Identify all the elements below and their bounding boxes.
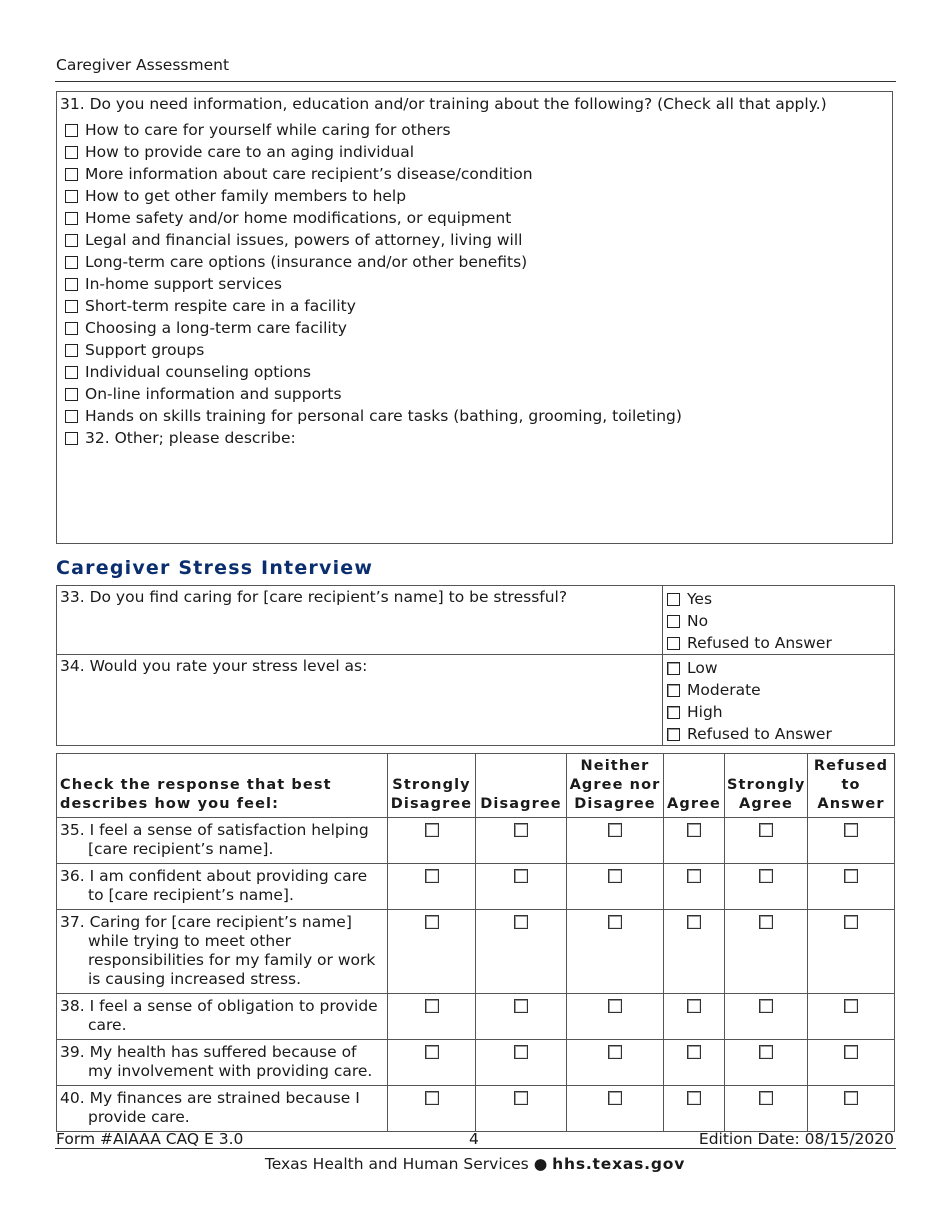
checkbox[interactable] xyxy=(759,823,773,837)
q31-option[interactable] xyxy=(65,273,682,295)
q31-options xyxy=(65,119,682,449)
q34-options xyxy=(663,655,895,746)
likert-cell xyxy=(725,1086,808,1132)
checkbox[interactable] xyxy=(667,684,680,697)
likert-statement xyxy=(57,1040,388,1086)
checkbox[interactable] xyxy=(514,999,528,1013)
checkbox[interactable] xyxy=(65,366,78,379)
checkbox[interactable] xyxy=(514,1045,528,1059)
likert-cell xyxy=(808,864,895,910)
likert-statement xyxy=(57,1086,388,1132)
q31-option-label: Legal and financial issues, powers of attorney, living will xyxy=(85,231,523,249)
likert-cell xyxy=(808,1040,895,1086)
q31-option-label: Long-term care options (insurance and/or other benefits) xyxy=(85,253,528,271)
checkbox[interactable] xyxy=(687,1091,701,1105)
q31-option-label: How to provide care to an aging individual xyxy=(85,143,415,161)
checkbox[interactable] xyxy=(65,234,78,247)
likert-header-col: Agree xyxy=(664,754,725,818)
likert-cell xyxy=(567,1086,664,1132)
likert-statement xyxy=(57,818,388,864)
likert-cell xyxy=(567,1040,664,1086)
q31-option[interactable] xyxy=(65,405,682,427)
header-divider xyxy=(55,81,896,82)
likert-header-col: Strongly Agree xyxy=(725,754,808,818)
section-title: Caregiver Stress Interview xyxy=(56,557,374,579)
q33-options xyxy=(663,586,895,655)
option-label: Refused to Answer xyxy=(687,725,832,743)
checkbox[interactable] xyxy=(667,593,680,606)
checkbox[interactable] xyxy=(687,999,701,1013)
checkbox[interactable] xyxy=(65,212,78,225)
likert-cell xyxy=(664,994,725,1040)
likert-header-statement: Check the response that best describes how you feel: xyxy=(57,754,388,818)
checkbox[interactable] xyxy=(759,1091,773,1105)
form-number: Form #AIAAA CAQ E 3.0 xyxy=(56,1130,244,1148)
footer-agency-line xyxy=(0,1155,950,1173)
checkbox[interactable] xyxy=(65,124,78,137)
checkbox[interactable] xyxy=(687,869,701,883)
q33-option-yes[interactable] xyxy=(667,588,891,610)
likert-cell xyxy=(476,864,567,910)
likert-cell xyxy=(567,818,664,864)
checkbox[interactable] xyxy=(65,256,78,269)
option-label: Refused to Answer xyxy=(687,634,832,652)
q31-option[interactable] xyxy=(65,141,682,163)
checkbox[interactable] xyxy=(759,869,773,883)
q31-option[interactable] xyxy=(65,383,682,405)
edition-date: Edition Date: 08/15/2020 xyxy=(698,1130,894,1148)
checkbox[interactable] xyxy=(687,915,701,929)
likert-cell xyxy=(664,818,725,864)
checkbox[interactable] xyxy=(514,869,528,883)
q31-question: 31. Do you need information, education and/or training about the following? (Check all that apply.) xyxy=(60,95,827,113)
likert-table xyxy=(56,753,895,1132)
checkbox[interactable] xyxy=(65,168,78,181)
checkbox[interactable] xyxy=(844,823,858,837)
checkbox[interactable] xyxy=(667,706,680,719)
q33-option-no[interactable] xyxy=(667,610,891,632)
checkbox[interactable] xyxy=(425,999,439,1013)
checkbox[interactable] xyxy=(608,999,622,1013)
likert-cell xyxy=(388,910,476,994)
checkbox[interactable] xyxy=(844,869,858,883)
checkbox[interactable] xyxy=(759,915,773,929)
stress-questions-table xyxy=(56,585,895,746)
statement-text: 35. I feel a sense of satisfaction helping [care recipient’s name]. xyxy=(60,821,369,858)
checkbox[interactable] xyxy=(608,869,622,883)
likert-cell xyxy=(388,1040,476,1086)
statement-text: 39. My health has suffered because of my involvement with providing care. xyxy=(60,1043,373,1080)
q34-option-high[interactable] xyxy=(667,701,891,723)
likert-cell xyxy=(664,910,725,994)
option-label: Yes xyxy=(687,590,713,608)
agency-name: Texas Health and Human Services xyxy=(264,1155,529,1173)
checkbox[interactable] xyxy=(608,1091,622,1105)
checkbox[interactable] xyxy=(687,1045,701,1059)
likert-cell xyxy=(725,1040,808,1086)
checkbox[interactable] xyxy=(667,637,680,650)
checkbox[interactable] xyxy=(65,190,78,203)
q32-other-label: 32. Other; please describe: xyxy=(85,429,296,447)
checkbox[interactable] xyxy=(425,823,439,837)
likert-cell xyxy=(664,864,725,910)
likert-statement xyxy=(57,910,388,994)
q34-question: 34. Would you rate your stress level as: xyxy=(57,655,663,746)
checkbox[interactable] xyxy=(608,915,622,929)
footer-divider xyxy=(55,1148,896,1149)
likert-cell xyxy=(725,818,808,864)
q31-option-label: Individual counseling options xyxy=(85,363,311,381)
likert-cell xyxy=(388,818,476,864)
likert-cell xyxy=(567,910,664,994)
likert-cell xyxy=(664,1086,725,1132)
q31-option[interactable] xyxy=(65,185,682,207)
table-row xyxy=(57,1086,895,1132)
likert-cell xyxy=(567,994,664,1040)
q34-option-moderate[interactable] xyxy=(667,679,891,701)
q31-option-label: Hands on skills training for personal care tasks (bathing, grooming, toileting) xyxy=(85,407,682,425)
likert-cell xyxy=(725,910,808,994)
likert-statement xyxy=(57,864,388,910)
checkbox[interactable] xyxy=(425,1091,439,1105)
likert-cell xyxy=(388,864,476,910)
q31-option-label: Support groups xyxy=(85,341,205,359)
table-row xyxy=(57,818,895,864)
likert-cell xyxy=(808,910,895,994)
checkbox[interactable] xyxy=(65,432,78,445)
statement-text: 40. My finances are strained because I provide care. xyxy=(60,1089,360,1126)
likert-header-col: Neither Agree nor Disagree xyxy=(567,754,664,818)
q31-option-label: How to care for yourself while caring for others xyxy=(85,121,451,139)
likert-header-col: Refused to Answer xyxy=(808,754,895,818)
checkbox[interactable] xyxy=(514,1091,528,1105)
q33-question: 33. Do you find caring for [care recipient’s name] to be stressful? xyxy=(57,586,663,655)
checkbox[interactable] xyxy=(687,823,701,837)
agency-url[interactable]: hhs.texas.gov xyxy=(552,1155,686,1173)
checkbox[interactable] xyxy=(425,1045,439,1059)
page-number: 4 xyxy=(469,1130,479,1148)
checkbox[interactable] xyxy=(65,388,78,401)
likert-cell xyxy=(476,994,567,1040)
likert-cell xyxy=(388,1086,476,1132)
option-label: Low xyxy=(687,659,718,677)
likert-cell xyxy=(476,910,567,994)
statement-text: 36. I am confident about providing care to [care recipient’s name]. xyxy=(60,867,368,904)
likert-header-col: Disagree xyxy=(476,754,567,818)
likert-cell xyxy=(725,994,808,1040)
checkbox[interactable] xyxy=(667,615,680,628)
likert-cell xyxy=(476,1040,567,1086)
statement-text: 37. Caring for [care recipient’s name] while trying to meet other responsibilities for my family or work is causing increased stress. xyxy=(60,913,376,988)
table-row xyxy=(57,864,895,910)
q31-option[interactable] xyxy=(65,251,682,273)
checkbox[interactable] xyxy=(667,662,680,675)
q31-option[interactable] xyxy=(65,339,682,361)
likert-cell xyxy=(808,1086,895,1132)
checkbox[interactable] xyxy=(425,869,439,883)
checkbox[interactable] xyxy=(65,344,78,357)
likert-statement xyxy=(57,994,388,1040)
checkbox[interactable] xyxy=(65,410,78,423)
q31-option-label: In-home support services xyxy=(85,275,282,293)
likert-cell xyxy=(808,818,895,864)
q31-option[interactable] xyxy=(65,229,682,251)
likert-cell xyxy=(664,1040,725,1086)
q31-option-label: Choosing a long-term care facility xyxy=(85,319,347,337)
table-row xyxy=(57,910,895,994)
checkbox[interactable] xyxy=(65,278,78,291)
q31-option[interactable] xyxy=(65,163,682,185)
likert-header-col: Strongly Disagree xyxy=(388,754,476,818)
q34-option-refused[interactable] xyxy=(667,723,891,745)
q34-option-low[interactable] xyxy=(667,657,891,679)
checkbox[interactable] xyxy=(608,1045,622,1059)
checkbox[interactable] xyxy=(759,999,773,1013)
likert-cell xyxy=(808,994,895,1040)
q31-option-label: On-line information and supports xyxy=(85,385,342,403)
table-row xyxy=(57,1040,895,1086)
q31-option[interactable] xyxy=(65,317,682,339)
q31-option[interactable] xyxy=(65,361,682,383)
checkbox[interactable] xyxy=(844,915,858,929)
bullet-icon: ● xyxy=(533,1155,548,1173)
checkbox[interactable] xyxy=(608,823,622,837)
checkbox[interactable] xyxy=(514,823,528,837)
checkbox[interactable] xyxy=(65,322,78,335)
q31-option-label: More information about care recipient’s disease/condition xyxy=(85,165,533,183)
statement-text: 38. I feel a sense of obligation to provide care. xyxy=(60,997,378,1034)
likert-cell xyxy=(388,994,476,1040)
q32-other-option[interactable] xyxy=(65,427,682,449)
likert-cell xyxy=(476,818,567,864)
option-label: No xyxy=(687,612,709,630)
likert-cell xyxy=(476,1086,567,1132)
checkbox[interactable] xyxy=(65,146,78,159)
checkbox[interactable] xyxy=(65,300,78,313)
option-label: Moderate xyxy=(687,681,761,699)
q31-option[interactable] xyxy=(65,207,682,229)
q31-option-label: Short-term respite care in a facility xyxy=(85,297,356,315)
checkbox[interactable] xyxy=(425,915,439,929)
q33-option-refused[interactable] xyxy=(667,632,891,654)
likert-cell xyxy=(725,864,808,910)
checkbox[interactable] xyxy=(844,1091,858,1105)
checkbox[interactable] xyxy=(667,728,680,741)
q31-option[interactable] xyxy=(65,295,682,317)
checkbox[interactable] xyxy=(844,999,858,1013)
likert-cell xyxy=(567,864,664,910)
checkbox[interactable] xyxy=(759,1045,773,1059)
checkbox[interactable] xyxy=(844,1045,858,1059)
q31-box xyxy=(56,91,893,544)
checkbox[interactable] xyxy=(514,915,528,929)
option-label: High xyxy=(687,703,723,721)
q31-option[interactable] xyxy=(65,119,682,141)
running-header: Caregiver Assessment xyxy=(56,56,230,74)
q31-option-label: How to get other family members to help xyxy=(85,187,407,205)
q31-option-label: Home safety and/or home modifications, or equipment xyxy=(85,209,512,227)
table-row xyxy=(57,994,895,1040)
